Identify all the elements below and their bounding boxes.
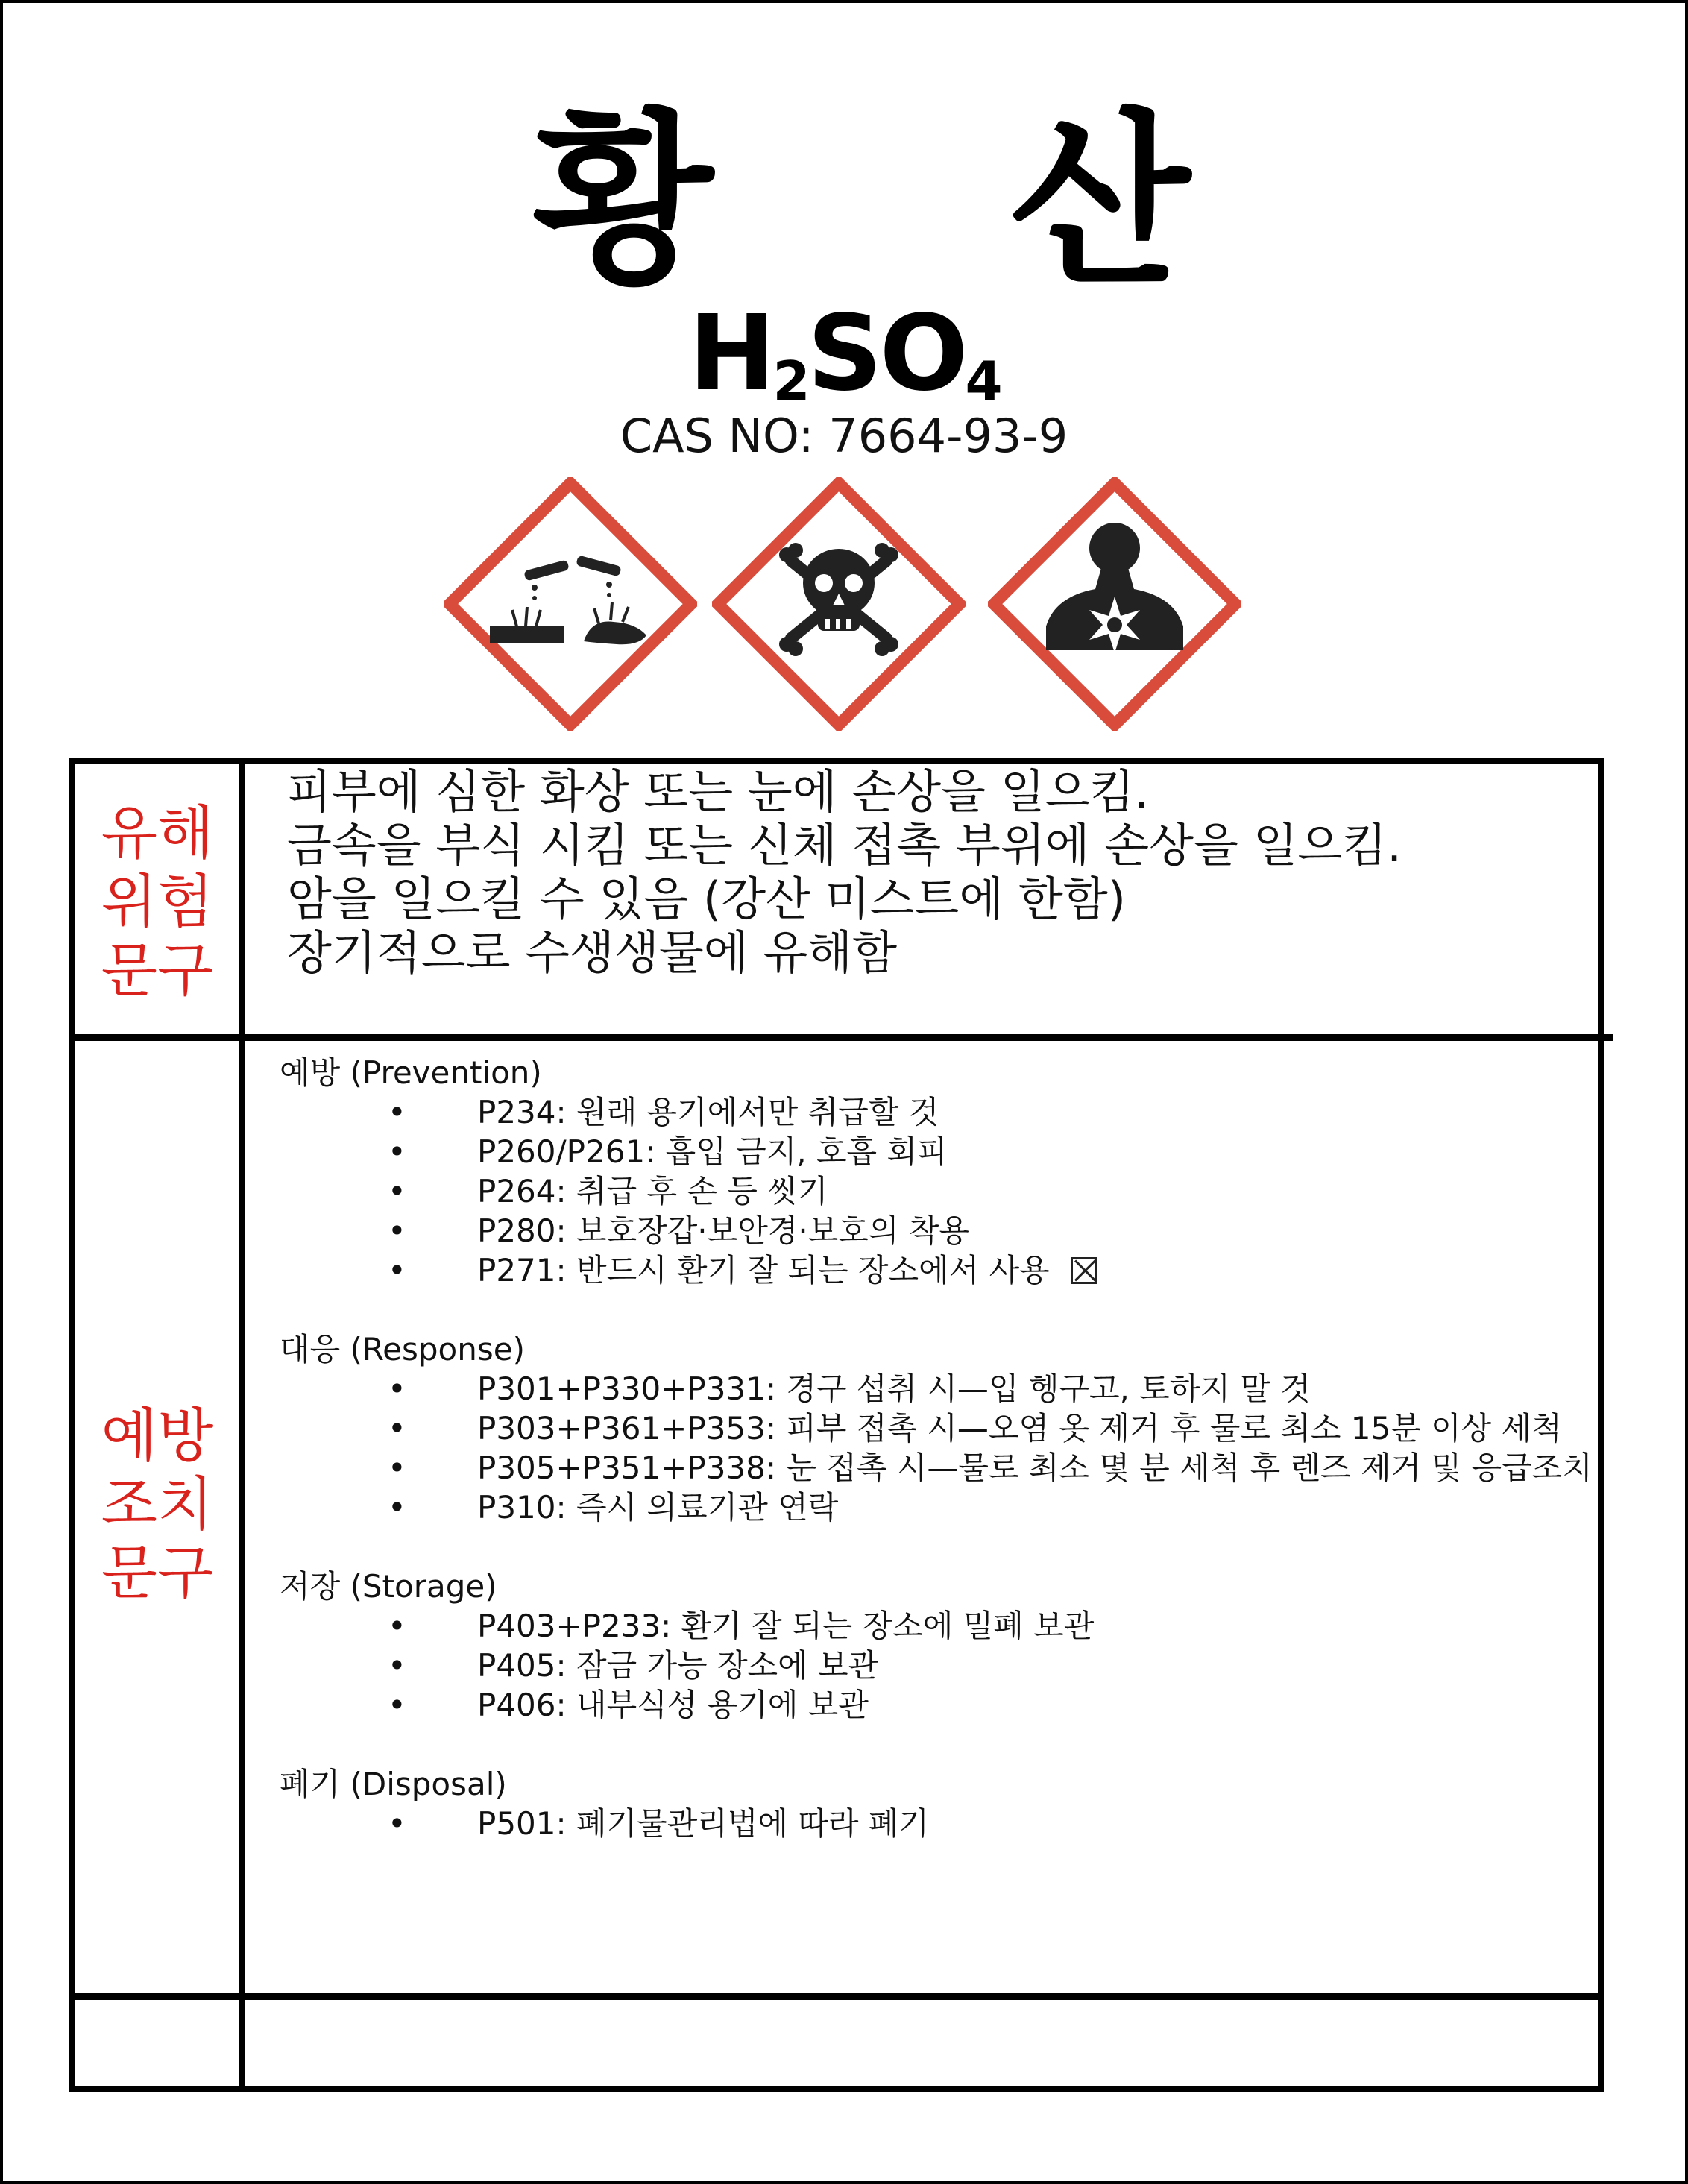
list-item: • P260/P261: 흡입 금지, 호흡 회피 (388, 1133, 948, 1170)
table-divider-2 (69, 1993, 1604, 2000)
list-item: • P234: 원래 용기에서만 취급할 것 (388, 1094, 939, 1130)
list-item: • P405: 잠금 가능 장소에 보관 (388, 1647, 879, 1684)
list-item: • P406: 내부식성 용기에 보관 (388, 1687, 869, 1723)
list-item: • P310: 즉시 의료기관 연락 (388, 1489, 839, 1526)
hazard-label-line: 위험 (101, 869, 214, 936)
list-item: • P280: 보호장갑·보안경·보호의 착용 (388, 1212, 969, 1249)
bullet: • (388, 1410, 406, 1447)
hazard-label (72, 799, 243, 1005)
page-title (0, 92, 1688, 309)
bullet: • (388, 1173, 406, 1209)
list-item: • P303+P361+P353: 피부 접촉 시—오염 옷 제거 후 물로 최소 15분 이상 세척 (388, 1410, 1562, 1447)
list-item: • P305+P351+P338: 눈 접촉 시—물로 최소 몇 분 세척 후 렌즈 제거 및 응급조치 (388, 1450, 1593, 1486)
formula-so: SO (807, 293, 966, 415)
bullet: • (388, 1647, 406, 1684)
bullet: • (388, 1687, 406, 1723)
formula-subscript-2: 2 (772, 350, 807, 412)
health-hazard-icon (988, 477, 1241, 731)
hazard-statements (287, 765, 1402, 980)
hazard-statement: 장기적으로 수생생물에 유해함 (287, 925, 898, 980)
table-bottom-border (69, 2086, 1604, 2092)
list-item: • P403+P233: 환기 잘 되는 장소에 밀폐 보관 (388, 1608, 1095, 1644)
hazard-label-line: 유해 (101, 800, 214, 867)
bullet: • (388, 1133, 406, 1170)
precaution-statements (280, 1053, 1593, 1843)
bullet: • (388, 1094, 406, 1130)
list-item: • P301+P330+P331: 경구 섭취 시—입 헹구고, 토하지 말 것 (388, 1370, 1311, 1407)
bullet: • (388, 1212, 406, 1249)
precaution-label (72, 1402, 243, 1608)
precaution-label-line: 문구 (101, 1540, 214, 1607)
formula-h: H (688, 293, 773, 415)
title-char-1: 황 (533, 92, 714, 309)
table-divider-1 (69, 1034, 1613, 1041)
hazard-label-line: 문구 (101, 937, 214, 1004)
bullet: • (388, 1370, 406, 1407)
prevention-heading: 예방 (Prevention) (280, 1054, 542, 1091)
hazard-statement: 암을 일으킬 수 있음 (강산 미스트에 한함) (287, 872, 1126, 926)
list-item: • P501: 폐기물관리법에 따라 폐기 (388, 1805, 929, 1842)
precaution-label-line: 조치 (101, 1471, 214, 1538)
bullet: • (388, 1805, 406, 1842)
table-right-border (1598, 758, 1604, 2092)
disposal-heading: 폐기 (Disposal) (280, 1766, 507, 1802)
list-item: • P271: 반드시 환기 잘 되는 장소에서 사용 (280, 1250, 542, 1290)
bullet: • (388, 1489, 406, 1526)
storage-heading: 저장 (Storage) (280, 1568, 497, 1605)
title-char-2: 산 (1010, 92, 1191, 309)
precaution-label-line: 예방 (101, 1403, 214, 1470)
skull-crossbones-icon (712, 477, 966, 731)
table-top-border (69, 758, 1604, 764)
response-heading: 대응 (Response) (280, 1331, 525, 1368)
bullet: • (388, 1450, 406, 1486)
hazard-statement: 금속을 부식 시킴 또는 신체 접촉 부위에 손상을 일으킴. (287, 818, 1402, 872)
hazard-statement: 피부에 심한 화상 또는 눈에 손상을 일으킴. (287, 764, 1150, 819)
formula-subscript-4: 4 (965, 350, 1000, 412)
list-item: • P264: 취급 후 손 등 씻기 (388, 1173, 828, 1209)
corrosion-icon (444, 477, 697, 731)
bullet: • (388, 1608, 406, 1644)
cas-number: CAS NO: 7664-93-9 (620, 409, 1068, 463)
bullet: • (388, 1252, 406, 1288)
checkbox-icon (1071, 1257, 1097, 1284)
